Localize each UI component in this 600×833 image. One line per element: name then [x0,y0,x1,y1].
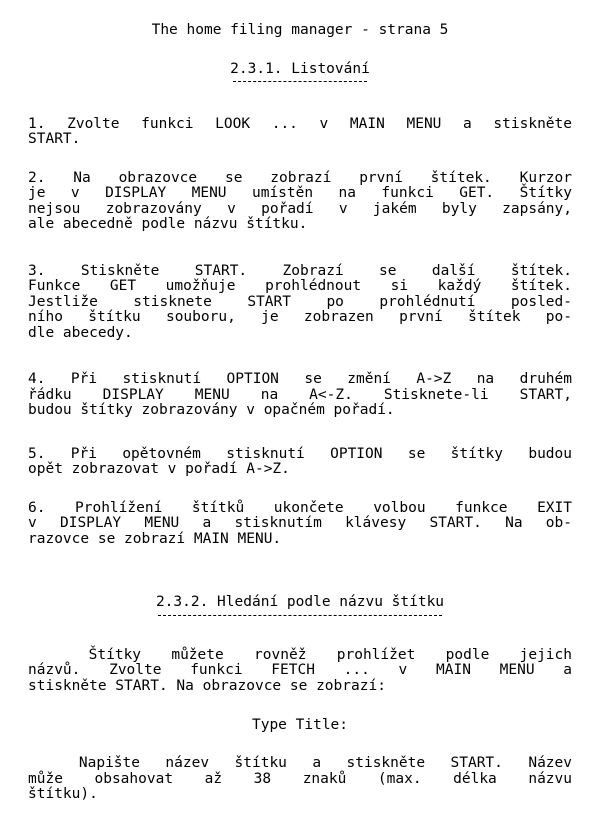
title-underline [233,81,367,83]
text-line: Napište název štítku a stiskněte START. Název [28,755,572,771]
text-line: 1. Zvolte funkci LOOK ... v MAIN MENU a stiskněte [28,116,572,132]
text-line: 4. Při stisknutí OPTION se změní A->Z na druhém [28,371,572,387]
text-line: 2. Na obrazovce se zobrazí první štítek. Kurzor [28,170,572,186]
page-header: The home filing manager - strana 5 [151,22,449,38]
text-line: 5. Při opětovném stisknutí OPTION se štítky budou [28,446,572,462]
text-line: nejsou zobrazovány v pořadí v jakém byly zapsány, [28,201,572,217]
text-line: opět zobrazovat v pořadí A->Z. [28,461,290,477]
prompt-type-title: Type Title: [251,717,349,733]
text-line: razovce se zobrazí MAIN MENU. [28,531,282,547]
text-line: dle abecedy. [28,325,133,341]
title-underline [158,615,442,617]
text-line: Štítky můžete rovněž prohlížet podle jejich [28,647,572,663]
text-line: stiskněte START. Na obrazovce se zobrazí: [28,678,386,694]
section-title-listovani: 2.3.1. Listování [230,61,370,77]
text-line: START. [28,131,81,147]
text-line: je v DISPLAY MENU umístěn na funkci GET. Štítky [28,185,572,201]
text-line: ale abecedně podle názvu štítku. [28,216,308,232]
text-line: ního štítku souboru, je zobrazen první štítek po- [28,309,572,325]
text-line: může obsahovat až 38 znaků (max. délka názvu [28,771,572,787]
text-line: budou štítky zobrazovány v opačném pořadí. [28,402,395,418]
text-line: názvů. Zvolte funkci FETCH ... v MAIN MENU a [28,662,572,678]
section-title-hledani: 2.3.2. Hledání podle názvu štítku [155,594,445,610]
text-line: Funkce GET umožňuje prohlédnout si každý štítek. [28,278,572,294]
text-line: v DISPLAY MENU a stisknutím klávesy START. Na ob- [28,515,572,531]
text-line: 3. Stiskněte START. Zobrazí se další štítek. [28,263,572,279]
text-line: řádku DISPLAY MENU na A<-Z. Stisknete-li START, [28,387,572,403]
text-line: 6. Prohlížení štítků ukončete volbou funkce EXIT [28,500,572,516]
text-line: Jestliže stisknete START po prohlédnutí posled- [28,294,572,310]
text-line: štítku). [28,786,98,802]
